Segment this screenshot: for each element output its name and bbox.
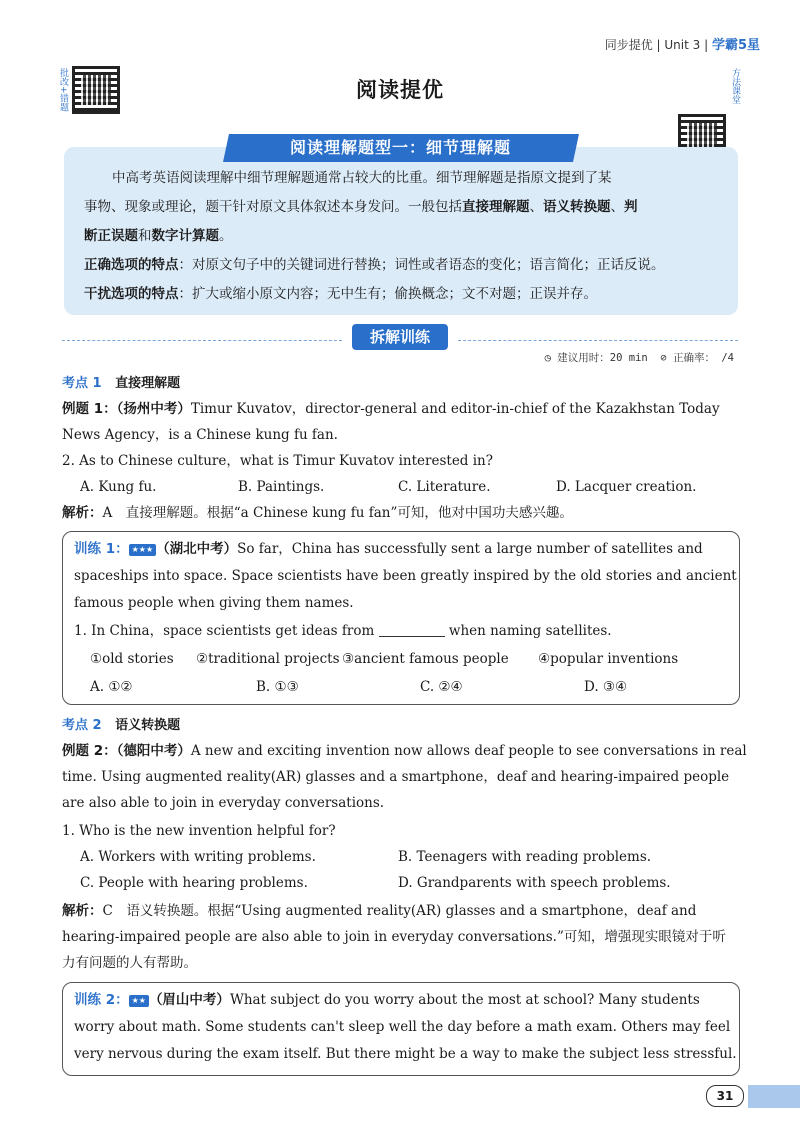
training-2-line2: worry about math. Some students can't sleep well the day before a math exam. Others may feel — [74, 1019, 731, 1035]
t1-option-c: C. ②④ — [420, 679, 463, 695]
difficulty-stars: ★★★ — [129, 544, 157, 556]
example-1-line1: 例题 1：（扬州中考）Timur Kuvatov，director-general and editor-in-chief of the Kazakhstan Today — [62, 401, 720, 417]
t1-option-d: D. ③④ — [584, 679, 628, 695]
clock-icon: ◷ — [544, 352, 551, 364]
example-2-line2: time. Using augmented reality(AR) glasses and a smartphone，deaf and hearing-impaired people — [62, 769, 730, 785]
training-2-line3: very nervous during the exam itself. But there might be a way to make the subject less stressful. — [74, 1046, 737, 1062]
ex1-option-b: B. Paintings. — [238, 479, 325, 495]
keypoint-2: 考点 2 语义转换题 — [62, 718, 181, 733]
unit-label: Unit 3 — [664, 38, 701, 52]
page-title: 阅读提优 — [356, 78, 444, 102]
example-1-answer: 解析：A 直接理解题。根据“a Chinese kung fu fan”可知，他对中国功夫感兴趣。 — [62, 505, 573, 521]
example-2-answer-1: 解析：C 语义转换题。根据“Using augmented reality(AR) glasses and a smartphone，deaf and — [62, 903, 697, 919]
t1-item-3: ③ancient famous people — [342, 651, 509, 667]
training-1-line3: famous people when giving them names. — [74, 595, 354, 611]
brand-logo: 学霸5星 — [711, 38, 760, 53]
t1-item-2: ②traditional projects — [196, 651, 340, 667]
t1-option-a: A. ①② — [90, 679, 133, 695]
training-1-line1: 训练 1： ★★★ （湖北中考）So far，China has successfully sent a large number of satellites and — [74, 541, 703, 557]
qr-right-label: 方法课堂 — [730, 68, 740, 104]
section-banner: 阅读理解题型一：细节理解题 — [223, 134, 579, 162]
example-2-question: 1. Who is the new invention helpful for? — [62, 823, 336, 839]
practice-badge: 拆解训练 — [352, 324, 448, 350]
ex2-option-b: B. Teenagers with reading problems. — [398, 849, 652, 865]
example-2-line3: are also able to join in everyday conversations. — [62, 795, 385, 811]
intro-text: 中高考英语阅读理解中细节理解题通常占较大的比重。细节理解题是指原文提到了某 事物、现象或理论，题干针对原文具体叙述本身发问。一般包括直接理解题、语义转换题、判 断正误题和数字计算题。 正确选项的特点：对原文句子中的关键词进行替换；词性或者语态的变化；语言简化；正话反说。 干扰选项的特点：扩大或缩小原文内容；无中生有；偷换概念；文不对题；正误并存。 — [84, 170, 665, 302]
series-name: 同步提优 — [604, 38, 653, 52]
example-2-answer-3: 力有问题的人有帮助。 — [62, 955, 197, 971]
check-icon: ⊘ — [660, 352, 667, 364]
t1-item-1: ①old stories — [90, 651, 174, 667]
example-2-answer-2: hearing-impaired people are also able to join in everyday conversations.”可知，增强现实眼镜对于听 — [62, 929, 726, 945]
t1-item-4: ④popular inventions — [538, 651, 679, 667]
running-header: 同步提优 | Unit 3 | 学霸5星 — [604, 38, 760, 53]
training-2-line1: 训练 2： ★★ （眉山中考）What subject do you worry about the most at school? Many students — [74, 992, 700, 1008]
ex2-option-d: D. Grandparents with speech problems. — [398, 875, 671, 891]
page-number: 31 — [706, 1085, 744, 1107]
example-1-line2: News Agency，is a Chinese kung fu fan. — [62, 427, 338, 443]
qr-left-label: 批改+错题 — [58, 68, 68, 112]
page-edge-tab — [748, 1085, 800, 1108]
divider-left — [62, 340, 342, 341]
ex1-option-a: A. Kung fu. — [80, 479, 157, 495]
training-1-question: 1. In China，space scientists get ideas from when naming satellites. — [74, 623, 612, 639]
training-1-line2: spaceships into space. Space scientists have been greatly inspired by the old stories and ancient — [74, 568, 737, 584]
difficulty-stars: ★★ — [129, 995, 149, 1007]
ex1-option-c: C. Literature. — [398, 479, 491, 495]
time-info: ◷ 建议用时：20 min ⊘ 正确率： /4 — [544, 352, 734, 364]
ex2-option-c: C. People with hearing problems. — [80, 875, 308, 891]
keypoint-1: 考点 1 直接理解题 — [62, 376, 181, 391]
ex2-option-a: A. Workers with writing problems. — [80, 849, 316, 865]
example-2-line1: 例题 2：（德阳中考）A new and exciting invention now allows deaf people to see conversations in real — [62, 743, 747, 759]
example-1-question: 2. As to Chinese culture，what is Timur Kuvatov interested in? — [62, 453, 493, 469]
answer-blank[interactable] — [379, 622, 445, 637]
ex1-option-d: D. Lacquer creation. — [556, 479, 697, 495]
t1-option-b: B. ①③ — [256, 679, 299, 695]
divider-right — [458, 340, 738, 341]
